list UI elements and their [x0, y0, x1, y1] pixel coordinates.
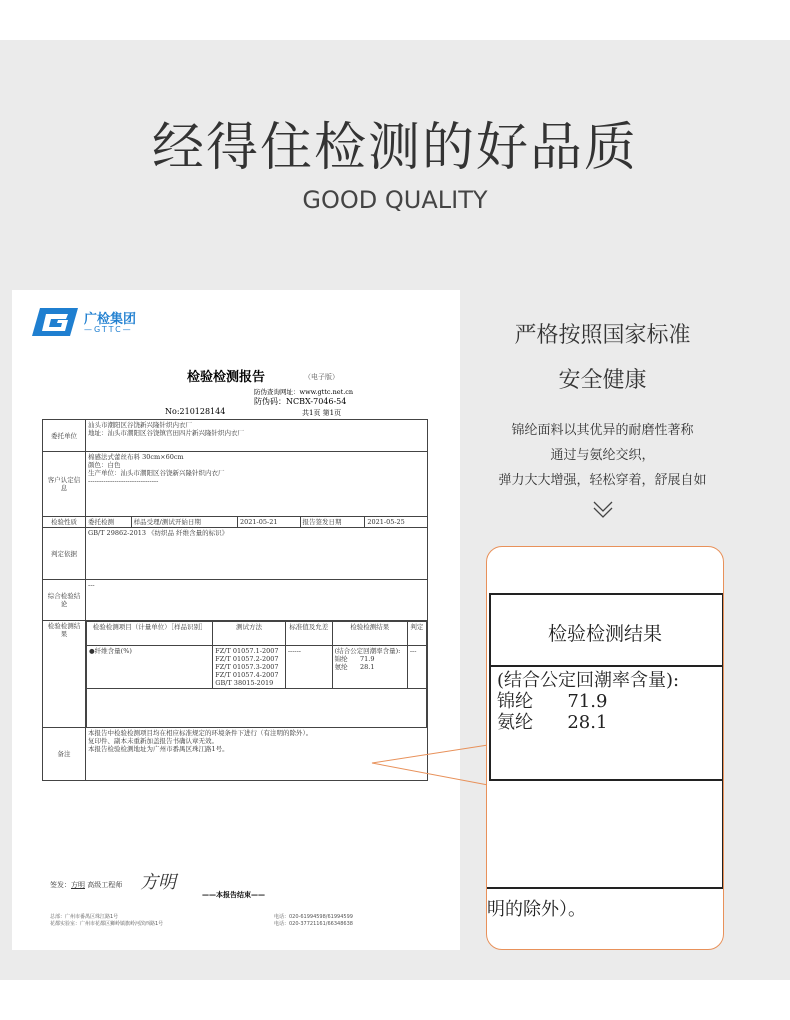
column-header: 检验检测结果	[332, 622, 407, 646]
side-heading-1: 严格按照国家标准	[514, 323, 691, 348]
sign-label: 签发：	[50, 881, 71, 889]
conclusion-value: ---	[86, 580, 428, 621]
client-line: 汕头市潮阳区谷饶新兴隆针织内衣厂	[88, 421, 192, 429]
query-url: 防伪查询网址：www.gttc.net.cn	[254, 388, 354, 396]
desc-line: 弹力大大增强，轻松穿着，舒展自如	[498, 473, 707, 488]
side-description	[470, 418, 735, 493]
divider	[487, 887, 724, 889]
issue-label: 报告签发日期	[300, 517, 365, 528]
column-header: 判定	[407, 622, 426, 646]
issue-date: 2021-05-25	[365, 517, 428, 528]
remark: 本报告中检验检测项目均在相应标准规定的环境条件下进行（有注明的除外）。	[88, 728, 313, 737]
report-edition: （电子版）	[304, 373, 339, 381]
magnifier-tail: 明的除外）。	[487, 899, 586, 920]
column-header: 测试方法	[213, 622, 286, 646]
remarks-label: 备注	[43, 727, 86, 780]
client-line: 地址：汕头市潮阳区谷饶镇官田四片新兴隆针织内衣厂	[88, 429, 244, 437]
desc-line: 锦纶面料以其优异的耐磨性著称	[511, 423, 694, 438]
nature-value: 委托检测	[86, 517, 132, 528]
anti-fake-code: 防伪码：NCBX-7046-54	[254, 397, 347, 406]
judgement: ---	[407, 646, 426, 689]
footer-phone	[274, 914, 353, 928]
results-table	[86, 621, 427, 727]
magnified-line: 锦纶 71.9	[497, 691, 608, 712]
method: FZ/T 01057.4-2007	[215, 671, 279, 679]
basis-value: GB/T 29862-2013 《纺织品 纤维含量的标识》	[86, 528, 428, 580]
callout-pointer	[370, 740, 490, 790]
result-line: (结合公定回潮率含量):	[334, 647, 401, 655]
nature-label: 检验性质	[43, 517, 86, 528]
receive-label: 样品受理/测试开始日期	[131, 517, 237, 528]
divider	[489, 593, 724, 595]
phone: 电话：020-37721161/66348638	[274, 921, 353, 927]
page-subtitle: GOOD QUALITY	[302, 186, 488, 214]
signer-title: 高级工程师	[87, 881, 123, 889]
magnifier-title: 检验检测结果	[547, 623, 662, 645]
method: FZ/T 01057.3-2007	[215, 663, 279, 671]
standard: ------	[285, 646, 332, 689]
divider	[489, 779, 724, 781]
info-line: --------------------------------	[88, 477, 159, 485]
test-report	[12, 290, 460, 950]
remark: 本报告检验检测地址为广州市番禺区珠江路1号。	[88, 744, 229, 753]
magnifier-results	[497, 670, 679, 733]
magnifier-card	[486, 546, 724, 950]
client-label: 委托单位	[43, 420, 86, 452]
info-line: 颜色：白色	[88, 461, 121, 469]
result-line: 锦纶 71.9	[334, 655, 375, 663]
method: GB/T 38015-2019	[215, 679, 274, 687]
report-table	[42, 419, 428, 781]
method: FZ/T 01057.1-2007	[215, 647, 279, 655]
logo-en-text: GTTC	[94, 325, 123, 334]
handwritten-signature: 方明	[140, 872, 176, 893]
result-line: 氨纶 28.1	[334, 663, 375, 671]
double-chevron-down-icon	[592, 499, 614, 521]
report-end: ——本报告结束——	[202, 891, 265, 899]
info-line: 棉感法式蕾丝布料 30cm×60cm	[88, 453, 184, 461]
footer-address	[50, 914, 163, 928]
info-label: 客户认定信息	[43, 452, 86, 517]
magnified-line: 氨纶 28.1	[497, 712, 608, 733]
receive-date: 2021-05-21	[237, 517, 300, 528]
page-title: 经得住检测的好品质	[151, 118, 638, 178]
logo-cn: 广检集团	[84, 312, 137, 327]
results-label: 检验检测结果	[43, 621, 86, 728]
divider	[489, 665, 724, 667]
page-count: 共1页 第1页	[302, 409, 342, 417]
signature-line	[50, 880, 122, 890]
conclusion-label: 综合检验结论	[43, 580, 86, 621]
info-line: 生产单位：汕头市潮阳区谷饶新兴隆针织内衣厂	[88, 469, 225, 477]
remark: 复印件、副本未重新加盖报告书确认章无效。	[88, 736, 218, 745]
logo-en: —GTTC—	[84, 325, 133, 334]
desc-line: 通过与氨纶交织，	[550, 448, 655, 463]
method: FZ/T 01057.2-2007	[215, 655, 279, 663]
address: 花都实验室：广州市花都区狮岭镇旗岭河滨西路1号	[50, 921, 164, 927]
signer: 方明	[71, 881, 85, 889]
result-item: ●纤维含量(%)	[87, 646, 213, 689]
address: 总部：广州市番禺区珠江路1号	[50, 914, 119, 920]
phone: 电话：020-61994598/61994599	[274, 914, 353, 920]
magnified-line: (结合公定回潮率含量):	[497, 670, 680, 691]
side-heading-2: 安全健康	[558, 368, 647, 393]
column-header: 检验检测项目（计量单位）［样品识别］	[87, 622, 213, 646]
gttc-logo-icon	[32, 308, 78, 336]
report-number: No:210128144	[165, 407, 226, 416]
basis-label: 判定依据	[43, 528, 86, 580]
column-header: 标准值及允差	[285, 622, 332, 646]
report-title: 检验检测报告	[187, 370, 266, 385]
